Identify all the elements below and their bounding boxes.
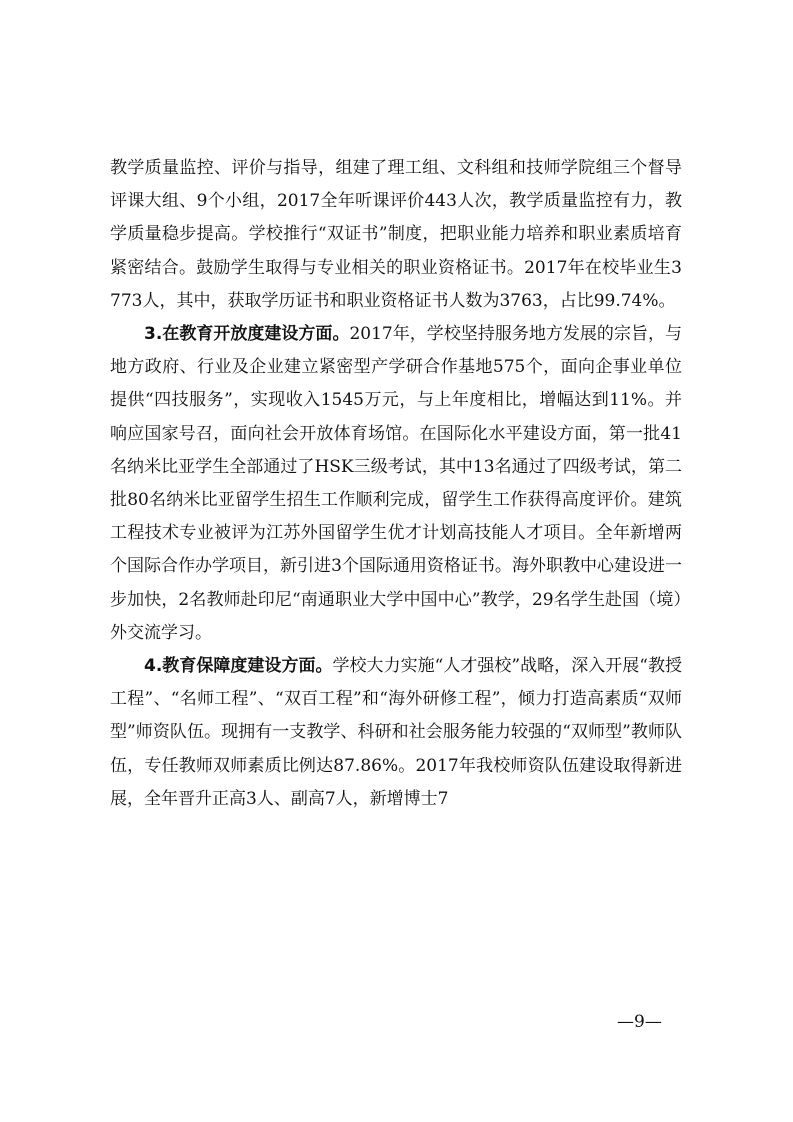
paragraph-text: 2017年，学校坚持服务地方发展的宗旨，与地方政府、行业及企业建立紧密型产学研合作基地575个，面向企事业单位提供“四技服务”，实现收入1545万元，与上年度相比，增幅达到11%。并响应国家号召，面向社会开放体育场馆。在国际化水平建设方面，第一批41名纳米比亚学生全部通过了HSK三级考试，其中13名通过了四级考试，第二批80名纳米比亚留学生招生工作顺利完成，留学生工作获得高度评价。建筑工程技术专业被评为江苏外国留学生优才计划高技能人才项目。全年新增两个国际合作办学项目，新引进3个国际通用资格证书。海外职教中心建设进一步加快，2名教师赴印尼“南通职业大学中国中心”教学，29名学生赴国（境）外交流学习。	[110, 324, 682, 643]
paragraph-text: 教学质量监控、评价与指导，组建了理工组、文科组和技师学院组三个督导评课大组、9个小组，2017全年听课评价443人次，教学质量监控有力，教学质量稳步提高。学校推行“双证书”制度，把职业能力培养和职业素质培育紧密结合。鼓励学生取得与专业相关的职业资格证书。2017年在校毕业生3773人，其中，获取学历证书和职业资格证书人数为3763，占比99.74%。	[110, 158, 682, 311]
section-heading-support: 4.教育保障度建设方面。	[144, 656, 333, 677]
paragraph-support	[110, 650, 682, 816]
paragraph-text: 学校大力实施“人才强校”战略，深入开展“教授工程”、“名师工程”、“双百工程”和“海外研修工程”，倾力打造高素质“双师型”师资队伍。现拥有一支教学、科研和社会服务能力较强的“双师型”教师队伍，专任教师双师素质比例达87.86%。2017年我校师资队伍建设取得新进展，全年晋升正高3人、副高7人，新增博士7	[110, 656, 682, 809]
page-number: —9—	[617, 1012, 662, 1032]
paragraph-openness	[110, 318, 682, 650]
document-body	[110, 152, 682, 816]
paragraph-teaching-quality	[110, 152, 682, 318]
section-heading-openness: 3.在教育开放度建设方面。	[144, 324, 350, 345]
